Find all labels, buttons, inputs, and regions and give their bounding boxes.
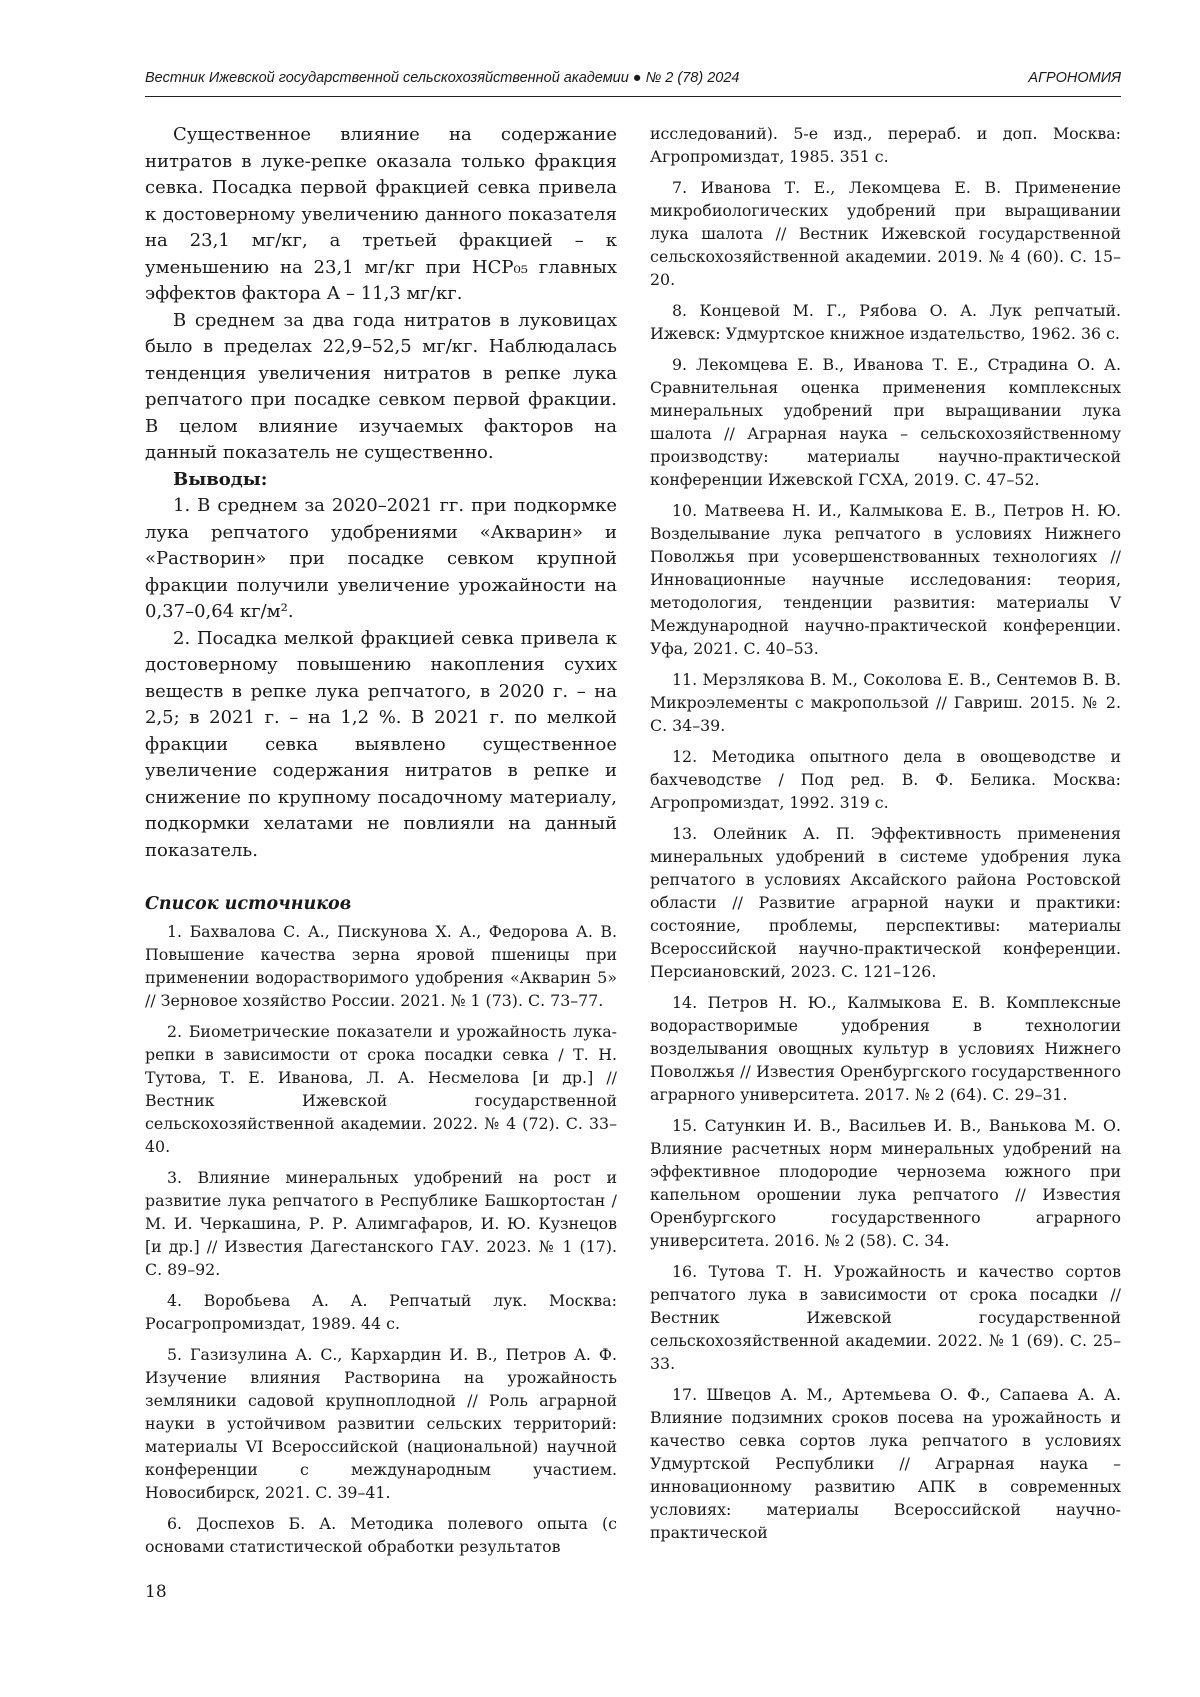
paragraph-nitrates: Существенное влияние на содержание нитратов в луке-репке оказала только фракция севка. Посадка первой фракцией севка привела к достоверному увеличению данного показателя на 23,1 мг/кг, а третьей фракцией – к уменьшению на 23,1 мг/кг при НСР₀₅ главных эффектов фактора А – 11,3 мг/кг. [145,124,617,304]
reference-item: 6. Доспехов Б. А. Методика полевого опыта (с основами статистической обработки результатов [145,1514,617,1556]
reference-item: 8. Концевой М. Г., Рябова О. А. Лук репчатый. Ижевск: Удмуртское книжное издательство, 1962. 36 с. [650,301,1121,343]
reference-item: 1. Бахвалова С. А., Пискунова Х. А., Федорова А. В. Повышение качества зерна яровой пшеницы при применении водорастворимого удобрения «Акварин 5» // Зерновое хозяйство России. 2021. № 1 (73). С. 73–77. [145,922,617,1010]
running-header [145,70,1121,97]
reference-item: 12. Методика опытного дела в овощеводстве и бахчеводстве / Под ред. В. Ф. Белика. Москва: Агропромиздат, 1992. 319 с. [650,747,1121,812]
page-number: 18 [145,1582,167,1602]
reference-item: 7. Иванова Т. Е., Лекомцева Е. В. Применение микробиологических удобрений при выращивании лука шалота // Вестник Ижевской государственной сельскохозяйственной академии. 2019. № 4 (60). С. 15–20. [650,178,1121,289]
reference-item: 13. Олейник А. П. Эффективность применения минеральных удобрений в системе удобрения лука репчатого в условиях Аксайского района Ростовской области // Развитие аграрной науки и практики: состояние, проблемы, перспективы: материалы Всероссийской научно-практической конференции. Персиановский, 2023. С. 121–126. [650,824,1121,981]
reference-item: 3. Влияние минеральных удобрений на рост и развитие лука репчатого в Республике Башкортостан / М. И. Черкашина, Р. Р. Алимгафаров, И. Ю. Кузнецов [и др.] // Известия Дагестанского ГАУ. 2023. № 1 (17). С. 89–92. [145,1168,617,1279]
left-column [145,122,617,1566]
right-column [650,122,1121,1552]
reference-item: 11. Мерзлякова В. М., Соколова Е. В., Сентемов В. В. Микроэлементы с макропользой // Гавриш. 2015. № 2. С. 34–39. [650,670,1121,735]
reference-item: 16. Тутова Т. Н. Урожайность и качество сортов репчатого лука в зависимости от срока посадки // Вестник Ижевской государственной сельскохозяйственной академии. 2022. № 1 (69). С. 25–33. [650,1262,1121,1373]
conclusions-heading: Выводы: [173,468,268,490]
references-heading: Список источников [145,894,352,914]
conclusion-2: 2. Посадка мелкой фракцией севка привела к достоверному повышению накопления сухих веществ в репке лука репчатого, в 2020 г. – на 2,5; в 2021 г. – на 1,2 %. В 2021 г. по мелкой фракции севка выявлено существенное увеличение содержания нитратов в репке и снижение по крупному посадочному материалу, подкормки хелатами не повлияли на данный показатель. [145,627,617,861]
paragraph-average: В среднем за два года нитратов в луковицах было в пределах 22,9–52,5 мг/кг. Наблюдалась тенденция увеличения нитратов в репке лука репчатого при посадке севком первой фракции. В целом влияние изучаемых факторов на данный показатель не существенно. [145,309,617,463]
journal-title: Вестник Ижевской государственной сельскохозяйственной академии ● № 2 (78) 2024 [145,70,740,86]
reference-item: 17. Швецов А. М., Артемьева О. Ф., Сапаева А. А. Влияние подзимних сроков посева на урожайность и качество севка сортов лука репчатого в условиях Удмуртской Республики // Аграрная наука – инновационному развитию АПК в современных условиях: материалы Всероссийской научно-практической [650,1385,1121,1542]
reference-item: 15. Сатункин И. В., Васильев И. В., Ванькова М. О. Влияние расчетных норм минеральных удобрений на эффективное плодородие чернозема южного при капельном орошении лука репчатого // Известия Оренбургского государственного аграрного университета. 2016. № 2 (58). С. 34. [650,1116,1121,1250]
reference-item: 5. Газизулина А. С., Кархардин И. В., Петров А. Ф. Изучение влияния Растворина на урожайность земляники садовой крупноплодной // Роль аграрной науки в устойчивом развитии сельских территорий: материалы VI Всероссийской (национальной) научной конференции с международным участием. Новосибирск, 2021. С. 39–41. [145,1345,617,1502]
reference-continuation: исследований). 5-е изд., перераб. и доп. Москва: Агропромиздат, 1985. 351 с. [650,124,1121,166]
conclusion-1: 1. В среднем за 2020–2021 гг. при подкормке лука репчатого удобрениями «Акварин» и «Растворин» при посадке севком крупной фракции получили увеличение урожайности на 0,37–0,64 кг/м². [145,495,617,622]
reference-item: 4. Воробьева А. А. Репчатый лук. Москва: Росагропромиздат, 1989. 44 с. [145,1291,617,1333]
reference-item: 9. Лекомцева Е. В., Иванова Т. Е., Страдина О. А. Сравнительная оценка применения комплексных минеральных удобрений при выращивании лука шалота // Аграрная наука – сельскохозяйственному производству: материалы научно-практической конференции Ижевской ГСХА, 2019. С. 47–52. [650,355,1121,489]
section-title: АГРОНОМИЯ [1028,70,1121,86]
reference-item: 10. Матвеева Н. И., Калмыкова Е. В., Петров Н. Ю. Возделывание лука репчатого в условиях Нижнего Поволжья при усовершенствованных технологиях // Инновационные научные исследования: теория, методология, тенденции развития: материалы V Международной научно-практической конференции. Уфа, 2021. С. 40–53. [650,501,1121,658]
reference-item: 14. Петров Н. Ю., Калмыкова Е. В. Комплексные водорастворимые удобрения в технологии возделывания овощных культур в условиях Нижнего Поволжья // Известия Оренбургского государственного аграрного университета. 2017. № 2 (64). С. 29–31. [650,993,1121,1104]
reference-item: 2. Биометрические показатели и урожайность лука-репки в зависимости от срока посадки севка / Т. Н. Тутова, Т. Е. Иванова, Л. А. Несмелова [и др.] // Вестник Ижевской государственной сельскохозяйственной академии. 2022. № 4 (72). С. 33–40. [145,1022,617,1156]
